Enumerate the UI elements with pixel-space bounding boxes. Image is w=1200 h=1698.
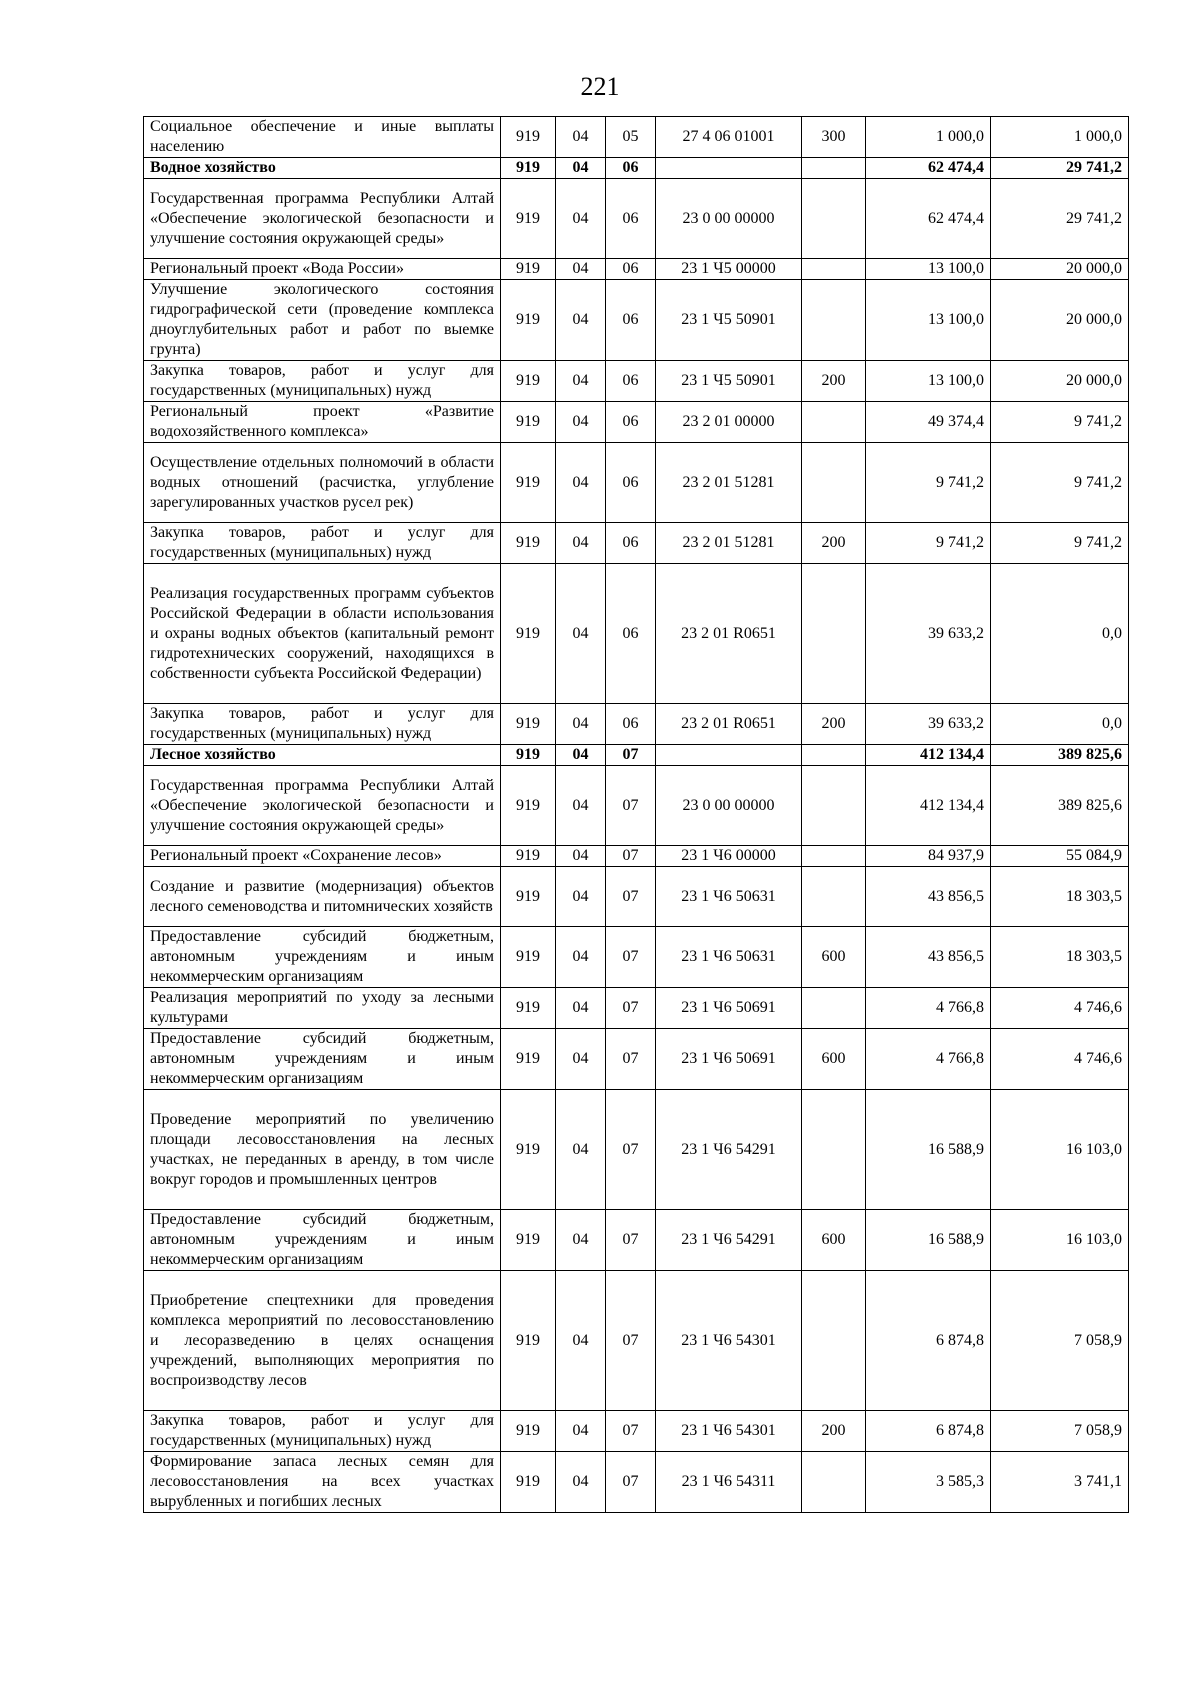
cell-gr: 919 xyxy=(501,1271,556,1411)
cell-name: Региональный проект «Развитие водохозяйственного комплекса» xyxy=(144,402,501,443)
cell-gr: 919 xyxy=(501,1411,556,1452)
cell-rz: 04 xyxy=(556,1411,606,1452)
cell-csr xyxy=(656,745,802,766)
cell-pr: 07 xyxy=(606,867,656,927)
cell-vr xyxy=(802,280,866,361)
cell-pr: 07 xyxy=(606,766,656,846)
cell-gr: 919 xyxy=(501,361,556,402)
cell-sum-2: 20 000,0 xyxy=(991,259,1129,280)
cell-rz: 04 xyxy=(556,988,606,1029)
cell-gr: 919 xyxy=(501,402,556,443)
cell-rz: 04 xyxy=(556,443,606,523)
cell-gr: 919 xyxy=(501,564,556,704)
cell-sum-1: 9 741,2 xyxy=(866,523,991,564)
cell-name: Предоставление субсидий бюджетным, автономным учреждениям и иным некоммерческим организациям xyxy=(144,1029,501,1090)
table-row xyxy=(144,846,1129,867)
cell-rz: 04 xyxy=(556,704,606,745)
cell-sum-1: 13 100,0 xyxy=(866,259,991,280)
cell-sum-2: 20 000,0 xyxy=(991,361,1129,402)
cell-pr: 07 xyxy=(606,1411,656,1452)
cell-sum-1: 1 000,0 xyxy=(866,117,991,158)
cell-gr: 919 xyxy=(501,988,556,1029)
cell-gr: 919 xyxy=(501,927,556,988)
cell-sum-2: 389 825,6 xyxy=(991,766,1129,846)
cell-sum-1: 39 633,2 xyxy=(866,704,991,745)
cell-name: Приобретение спецтехники для проведения комплекса мероприятий по лесовосстановлению и лесоразведению в целях оснащения учреждений, выполняющих мероприятия по воспроизводству лесов xyxy=(144,1271,501,1411)
cell-gr: 919 xyxy=(501,766,556,846)
cell-pr: 06 xyxy=(606,280,656,361)
cell-sum-2: 9 741,2 xyxy=(991,523,1129,564)
cell-name: Закупка товаров, работ и услуг для государственных (муниципальных) нужд xyxy=(144,361,501,402)
cell-vr: 300 xyxy=(802,117,866,158)
cell-name: Лесное хозяйство xyxy=(144,745,501,766)
table-row xyxy=(144,564,1129,704)
cell-rz: 04 xyxy=(556,766,606,846)
table-row xyxy=(144,867,1129,927)
cell-vr xyxy=(802,988,866,1029)
table-row xyxy=(144,1029,1129,1090)
cell-rz: 04 xyxy=(556,402,606,443)
cell-csr: 23 1 Ч6 50631 xyxy=(656,927,802,988)
cell-sum-1: 412 134,4 xyxy=(866,745,991,766)
cell-csr: 23 1 Ч5 00000 xyxy=(656,259,802,280)
cell-sum-1: 16 588,9 xyxy=(866,1090,991,1210)
cell-sum-1: 13 100,0 xyxy=(866,361,991,402)
cell-csr: 23 1 Ч6 54291 xyxy=(656,1090,802,1210)
cell-sum-1: 13 100,0 xyxy=(866,280,991,361)
cell-gr: 919 xyxy=(501,523,556,564)
cell-rz: 04 xyxy=(556,846,606,867)
cell-csr: 23 1 Ч6 50691 xyxy=(656,1029,802,1090)
cell-csr: 23 1 Ч6 50631 xyxy=(656,867,802,927)
cell-sum-2: 0,0 xyxy=(991,564,1129,704)
cell-name: Социальное обеспечение и иные выплаты населению xyxy=(144,117,501,158)
cell-vr: 200 xyxy=(802,704,866,745)
cell-vr: 600 xyxy=(802,1210,866,1271)
cell-name: Региональный проект «Сохранение лесов» xyxy=(144,846,501,867)
table-row xyxy=(144,361,1129,402)
cell-csr: 23 1 Ч6 50691 xyxy=(656,988,802,1029)
cell-csr xyxy=(656,158,802,179)
cell-vr xyxy=(802,564,866,704)
cell-pr: 07 xyxy=(606,745,656,766)
cell-rz: 04 xyxy=(556,179,606,259)
cell-rz: 04 xyxy=(556,280,606,361)
cell-vr xyxy=(802,766,866,846)
cell-name: Закупка товаров, работ и услуг для государственных (муниципальных) нужд xyxy=(144,523,501,564)
cell-gr: 919 xyxy=(501,179,556,259)
cell-csr: 23 0 00 00000 xyxy=(656,766,802,846)
cell-sum-1: 6 874,8 xyxy=(866,1411,991,1452)
cell-pr: 06 xyxy=(606,361,656,402)
cell-name: Улучшение экологического состояния гидрографической сети (проведение комплекса дноуглубительных работ и работ по выемке грунта) xyxy=(144,280,501,361)
cell-csr: 23 1 Ч6 54301 xyxy=(656,1271,802,1411)
cell-name: Закупка товаров, работ и услуг для государственных (муниципальных) нужд xyxy=(144,1411,501,1452)
cell-pr: 07 xyxy=(606,846,656,867)
cell-sum-1: 412 134,4 xyxy=(866,766,991,846)
cell-sum-2: 0,0 xyxy=(991,704,1129,745)
cell-gr: 919 xyxy=(501,704,556,745)
cell-sum-1: 9 741,2 xyxy=(866,443,991,523)
cell-pr: 06 xyxy=(606,564,656,704)
cell-rz: 04 xyxy=(556,564,606,704)
cell-rz: 04 xyxy=(556,158,606,179)
table-row xyxy=(144,1271,1129,1411)
cell-vr xyxy=(802,1090,866,1210)
cell-rz: 04 xyxy=(556,745,606,766)
cell-vr: 200 xyxy=(802,361,866,402)
cell-pr: 06 xyxy=(606,259,656,280)
cell-csr: 23 1 Ч5 50901 xyxy=(656,280,802,361)
cell-name: Формирование запаса лесных семян для лесовосстановления на всех участках вырубленных и погибших лесных xyxy=(144,1452,501,1513)
table-row xyxy=(144,402,1129,443)
cell-sum-2: 16 103,0 xyxy=(991,1210,1129,1271)
cell-csr: 27 4 06 01001 xyxy=(656,117,802,158)
cell-sum-2: 20 000,0 xyxy=(991,280,1129,361)
cell-sum-1: 4 766,8 xyxy=(866,1029,991,1090)
table-row xyxy=(144,179,1129,259)
cell-csr: 23 2 01 51281 xyxy=(656,443,802,523)
table-row xyxy=(144,523,1129,564)
cell-rz: 04 xyxy=(556,867,606,927)
cell-name: Проведение мероприятий по увеличению площади лесовосстановления на лесных участках, не переданных в аренду, в том числе вокруг городов и промышленных центров xyxy=(144,1090,501,1210)
cell-sum-1: 62 474,4 xyxy=(866,179,991,259)
cell-vr xyxy=(802,158,866,179)
cell-vr: 600 xyxy=(802,927,866,988)
table-row xyxy=(144,745,1129,766)
table-row xyxy=(144,1411,1129,1452)
table-row xyxy=(144,766,1129,846)
cell-sum-2: 7 058,9 xyxy=(991,1271,1129,1411)
cell-rz: 04 xyxy=(556,1090,606,1210)
cell-sum-2: 9 741,2 xyxy=(991,402,1129,443)
cell-rz: 04 xyxy=(556,1210,606,1271)
cell-sum-1: 3 585,3 xyxy=(866,1452,991,1513)
cell-sum-2: 55 084,9 xyxy=(991,846,1129,867)
cell-name: Государственная программа Республики Алтай «Обеспечение экологической безопасности и улучшение состояния окружающей среды» xyxy=(144,766,501,846)
cell-sum-1: 49 374,4 xyxy=(866,402,991,443)
cell-pr: 07 xyxy=(606,1090,656,1210)
cell-sum-1: 43 856,5 xyxy=(866,867,991,927)
table-row xyxy=(144,988,1129,1029)
cell-sum-2: 7 058,9 xyxy=(991,1411,1129,1452)
cell-sum-2: 4 746,6 xyxy=(991,988,1129,1029)
cell-name: Создание и развитие (модернизация) объектов лесного семеноводства и питомнических хозяйств xyxy=(144,867,501,927)
cell-rz: 04 xyxy=(556,1271,606,1411)
cell-name: Предоставление субсидий бюджетным, автономным учреждениям и иным некоммерческим организациям xyxy=(144,1210,501,1271)
cell-vr xyxy=(802,846,866,867)
cell-csr: 23 1 Ч6 54311 xyxy=(656,1452,802,1513)
cell-name: Государственная программа Республики Алтай «Обеспечение экологической безопасности и улучшение состояния окружающей среды» xyxy=(144,179,501,259)
budget-table-body xyxy=(144,117,1129,1513)
page-number: 221 xyxy=(580,72,620,101)
cell-gr: 919 xyxy=(501,117,556,158)
cell-name: Реализация мероприятий по уходу за лесными культурами xyxy=(144,988,501,1029)
cell-gr: 919 xyxy=(501,259,556,280)
cell-vr xyxy=(802,745,866,766)
cell-csr: 23 2 01 R0651 xyxy=(656,704,802,745)
cell-csr: 23 0 00 00000 xyxy=(656,179,802,259)
cell-vr xyxy=(802,179,866,259)
cell-pr: 07 xyxy=(606,927,656,988)
cell-name: Предоставление субсидий бюджетным, автономным учреждениям и иным некоммерческим организациям xyxy=(144,927,501,988)
cell-gr: 919 xyxy=(501,1090,556,1210)
cell-pr: 06 xyxy=(606,704,656,745)
table-row xyxy=(144,158,1129,179)
cell-gr: 919 xyxy=(501,1210,556,1271)
cell-sum-2: 389 825,6 xyxy=(991,745,1129,766)
cell-gr: 919 xyxy=(501,443,556,523)
cell-sum-2: 1 000,0 xyxy=(991,117,1129,158)
cell-gr: 919 xyxy=(501,745,556,766)
cell-sum-1: 16 588,9 xyxy=(866,1210,991,1271)
cell-vr: 200 xyxy=(802,523,866,564)
cell-csr: 23 1 Ч6 54301 xyxy=(656,1411,802,1452)
cell-vr: 200 xyxy=(802,1411,866,1452)
table-row xyxy=(144,117,1129,158)
cell-gr: 919 xyxy=(501,158,556,179)
cell-rz: 04 xyxy=(556,259,606,280)
cell-sum-2: 3 741,1 xyxy=(991,1452,1129,1513)
cell-rz: 04 xyxy=(556,361,606,402)
cell-sum-1: 62 474,4 xyxy=(866,158,991,179)
cell-pr: 07 xyxy=(606,988,656,1029)
cell-vr xyxy=(802,259,866,280)
cell-gr: 919 xyxy=(501,1029,556,1090)
cell-sum-1: 39 633,2 xyxy=(866,564,991,704)
table-row xyxy=(144,927,1129,988)
cell-sum-2: 16 103,0 xyxy=(991,1090,1129,1210)
table-row xyxy=(144,280,1129,361)
cell-pr: 06 xyxy=(606,523,656,564)
cell-sum-1: 43 856,5 xyxy=(866,927,991,988)
cell-pr: 07 xyxy=(606,1452,656,1513)
cell-pr: 06 xyxy=(606,443,656,523)
table-row xyxy=(144,704,1129,745)
cell-pr: 07 xyxy=(606,1029,656,1090)
table-row xyxy=(144,259,1129,280)
cell-csr: 23 2 01 R0651 xyxy=(656,564,802,704)
cell-sum-2: 18 303,5 xyxy=(991,927,1129,988)
table-row xyxy=(144,1452,1129,1513)
cell-sum-2: 18 303,5 xyxy=(991,867,1129,927)
cell-rz: 04 xyxy=(556,1452,606,1513)
cell-csr: 23 1 Ч6 00000 xyxy=(656,846,802,867)
table-row xyxy=(144,443,1129,523)
cell-csr: 23 2 01 51281 xyxy=(656,523,802,564)
cell-vr xyxy=(802,1452,866,1513)
cell-csr: 23 1 Ч6 54291 xyxy=(656,1210,802,1271)
cell-csr: 23 1 Ч5 50901 xyxy=(656,361,802,402)
cell-sum-1: 6 874,8 xyxy=(866,1271,991,1411)
table-row xyxy=(144,1210,1129,1271)
cell-pr: 06 xyxy=(606,179,656,259)
cell-name: Осуществление отдельных полномочий в области водных отношений (расчистка, углубление зарегулированных участков русел рек) xyxy=(144,443,501,523)
cell-name: Реализация государственных программ субъектов Российской Федерации в области использования и охраны водных объектов (капитальный ремонт гидротехнических сооружений, находящихся в собственности субъекта Российской Федерации) xyxy=(144,564,501,704)
cell-rz: 04 xyxy=(556,523,606,564)
cell-vr: 600 xyxy=(802,1029,866,1090)
cell-rz: 04 xyxy=(556,1029,606,1090)
cell-gr: 919 xyxy=(501,280,556,361)
cell-sum-2: 4 746,6 xyxy=(991,1029,1129,1090)
cell-gr: 919 xyxy=(501,867,556,927)
cell-pr: 07 xyxy=(606,1271,656,1411)
cell-sum-1: 4 766,8 xyxy=(866,988,991,1029)
table-row xyxy=(144,1090,1129,1210)
cell-vr xyxy=(802,443,866,523)
cell-vr xyxy=(802,1271,866,1411)
budget-table xyxy=(143,116,1129,1513)
cell-name: Закупка товаров, работ и услуг для государственных (муниципальных) нужд xyxy=(144,704,501,745)
cell-rz: 04 xyxy=(556,927,606,988)
cell-pr: 07 xyxy=(606,1210,656,1271)
cell-pr: 06 xyxy=(606,402,656,443)
cell-sum-2: 29 741,2 xyxy=(991,179,1129,259)
cell-rz: 04 xyxy=(556,117,606,158)
cell-pr: 05 xyxy=(606,117,656,158)
cell-gr: 919 xyxy=(501,1452,556,1513)
cell-name: Водное хозяйство xyxy=(144,158,501,179)
cell-gr: 919 xyxy=(501,846,556,867)
cell-vr xyxy=(802,402,866,443)
cell-sum-1: 84 937,9 xyxy=(866,846,991,867)
cell-sum-2: 9 741,2 xyxy=(991,443,1129,523)
cell-sum-2: 29 741,2 xyxy=(991,158,1129,179)
cell-csr: 23 2 01 00000 xyxy=(656,402,802,443)
cell-name: Региональный проект «Вода России» xyxy=(144,259,501,280)
cell-pr: 06 xyxy=(606,158,656,179)
cell-vr xyxy=(802,867,866,927)
